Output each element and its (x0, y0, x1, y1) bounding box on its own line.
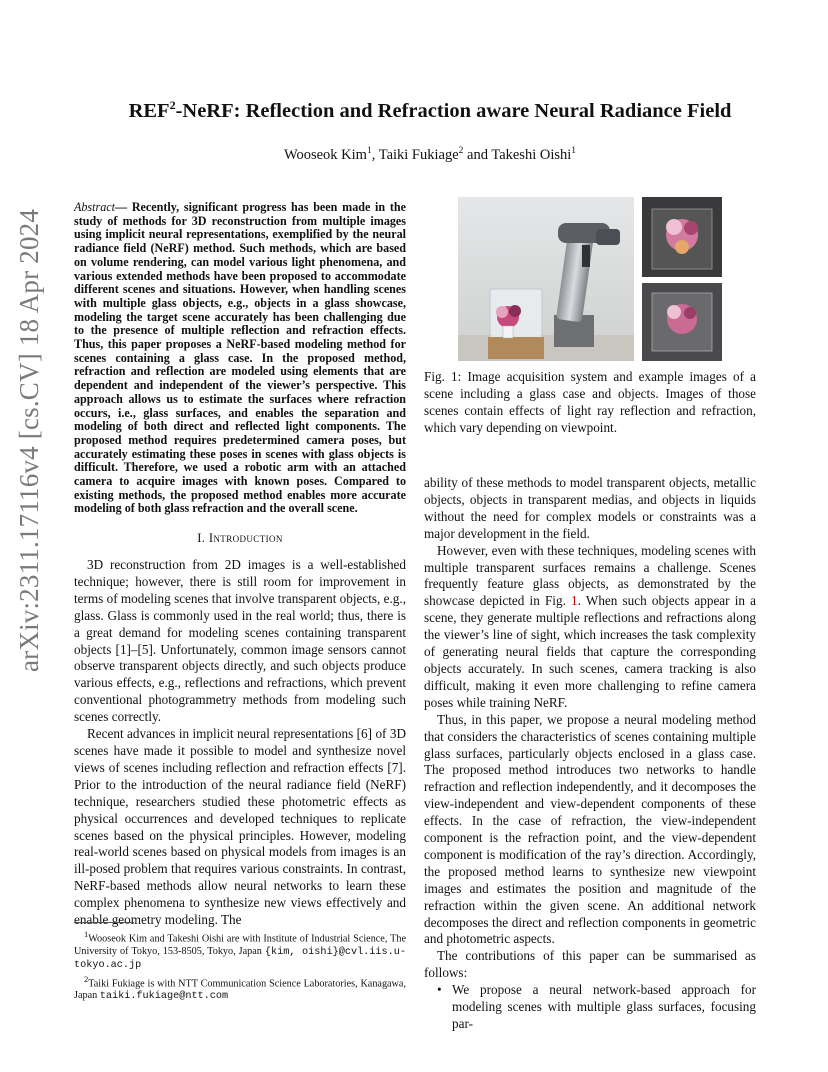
section-number: I. (197, 531, 209, 545)
figure-1-caption: Fig. 1: Image acquisition system and example images of a scene including a glass case and objects. Images of those scenes contain effects of light ray reflection and refraction, which vary depending on viewpoint. (424, 369, 756, 435)
arxiv-identifier: arXiv:2311.17116v4 [cs.CV] 18 Apr 2024 (14, 208, 44, 672)
title-rest: -NeRF: Reflection and Refraction aware Neural Radiance Field (175, 99, 732, 122)
author-separator: , (371, 146, 379, 163)
glass-case-example-photo-1 (642, 197, 722, 277)
footnote-1-email: {kim, oishi}@cvl.iis.u-tokyo.ac.jp (74, 946, 406, 972)
paper-title (60, 98, 800, 123)
footnote-1-text: Wooseok Kim and Takeshi Oishi are with Institute of Industrial Science, The University of Tokyo, 153-8505, Tokyo, Japan (74, 933, 406, 957)
contribution-list (424, 982, 756, 1033)
figure-1-link[interactable]: 1 (571, 593, 578, 609)
right-paragraph-2-text: However, even with these techniques, modeling scenes with multiple transparent surfaces remains a challenge. Scenes frequently feature glass objects, as demonstrated by the showcase depicted in Fig. (424, 542, 756, 609)
author-separator: and (463, 146, 492, 163)
footnote-2 (74, 973, 406, 1004)
author-2: Taiki Fukiage (378, 146, 459, 163)
right-paragraph-2-text-cont: . When such objects appear in a scene, they generate multiple reflections and refractions along the viewer’s line of sight, which increases the task complexity of generating neural fields that capture the corresponding objects accurately. In such scenes, camera tracking is also difficult, making it even more challenging to refine camera poses while training NeRF. (424, 593, 756, 710)
abstract-label: Abstract (74, 200, 115, 214)
footnote-rule (74, 922, 134, 923)
title-prefix: REF (128, 99, 170, 122)
right-paragraph-4: The contributions of this paper can be summarised as follows: (424, 948, 756, 981)
footnote-2-text: Taiki Fukiage is with NTT Communication Science Laboratories, Kanagawa, Japan (74, 978, 406, 1002)
footnote-2-mark: 2 (84, 973, 89, 984)
abstract-dash: — (114, 200, 132, 214)
author-1: Wooseok Kim (283, 146, 367, 163)
author-2-affil: 2 (458, 146, 464, 156)
footnote-2-email: taiki.fukiage@ntt.com (99, 991, 229, 1003)
footnotes (74, 928, 406, 1004)
author-3-affil: 1 (571, 146, 577, 156)
right-paragraph-1: ability of these methods to model transparent objects, metallic objects, objects in transparent medias, and objects in liquids without the need for complex models or constraints was a major development in the field. (424, 475, 756, 541)
section-name: Introduction (208, 531, 283, 545)
glass-case-example-photo-2 (642, 283, 722, 361)
intro-paragraph-2: Recent advances in implicit neural representations [6] of 3D scenes have made it possible to model and synthesize novel views of scenes including reflection and refraction effects [7]. Prior to the introduction of the neural radiance field (NeRF) technique, researchers studied these photometric effects as physical occurrences and developed techniques to replicate scenes based on the physical principles. However, modeling real-world scenes based on physical models from images is an ill-posed problem that requires various constraints. In contrast, NeRF-based methods allow neural networks to learn these complex phenomena to synthesize new views effectively and enable geometry modeling. The (74, 726, 406, 928)
right-paragraph-2 (424, 543, 756, 712)
author-1-affil: 1 (366, 146, 372, 156)
intro-paragraph-1: 3D reconstruction from 2D images is a well-established technique; however, there is still room for improvement in terms of modeling scenes that involve transparent objects, e.g., glass. Glass is commonly used in the real world; thus, there is a great demand for modeling scenes containing transparent objects [1]–[5]. Unfortunately, common image sensors cannot observe transparent objects directly, and such objects produce various effects, e.g., reflections and refractions, which prevent conventional photogrammetry methods from modeling such scenes correctly. (74, 557, 406, 725)
robot-arm-photo (458, 197, 634, 361)
introduction-body (74, 557, 406, 929)
abstract-body: Recently, significant progress has been made in the study of methods for 3D reconstruction from multiple images using implicit neural representations, exemplified by the neural radiance field (NeRF) method. Such methods, which are based on volume rendering, can model various light phenomena, and various extended methods have been proposed to accommodate different scenes and situations. However, when handling scenes with multiple glass objects, e.g., objects in a glass showcase, modeling the target scene accurately has been challenging due to the presence of multiple reflection and refraction effects. Thus, this paper proposes a NeRF-based modeling method for scenes containing a glass case. In the proposed method, refraction and reflection are modeled using elements that are dependent and independent of the viewer’s perspective. This approach allows us to estimate the surfaces where refraction occurs, i.e., glass surfaces, and enables the separation and modeling of both direct and reflected light components. The proposed method requires predetermined camera poses, but accurately estimating these poses in scenes with glass objects is difficult. Therefore, we used a robotic arm with an attached camera to acquire images with known poses. Compared to existing methods, the proposed method enables more accurate modeling of both glass refraction and the overall scene. (74, 200, 406, 516)
list-item: • We propose a neural network-based approach for modeling scenes with multiple glass surfaces, focusing par- (452, 982, 756, 1033)
footnote-1 (74, 928, 406, 973)
abstract (74, 201, 406, 516)
section-heading-introduction (74, 531, 406, 546)
author-list (60, 146, 800, 164)
right-paragraph-3: Thus, in this paper, we propose a neural modeling method that considers the characteristics of scenes containing multiple glass surfaces, particularly objects enclosed in a glass case. The proposed method introduces two networks to handle refraction and reflection independently, and it decomposes the view-independent and view-dependent components of these effects. In the case of refraction, the view-independent component is the refraction point, and the view-dependent component is modification of the ray’s direction. Accordingly, the proposed method learns to synthesize new viewpoint images and estimates the position and magnitude of the refraction within the given scene. An additional network decomposes the direct and reflection components in geometric and photometric aspects. (424, 711, 756, 947)
footnote-1-mark: 1 (84, 929, 89, 939)
right-column-body (424, 475, 756, 1033)
author-3: Takeshi Oishi (491, 146, 572, 163)
title-superscript: 2 (169, 98, 176, 112)
figure-1-image (458, 197, 722, 361)
